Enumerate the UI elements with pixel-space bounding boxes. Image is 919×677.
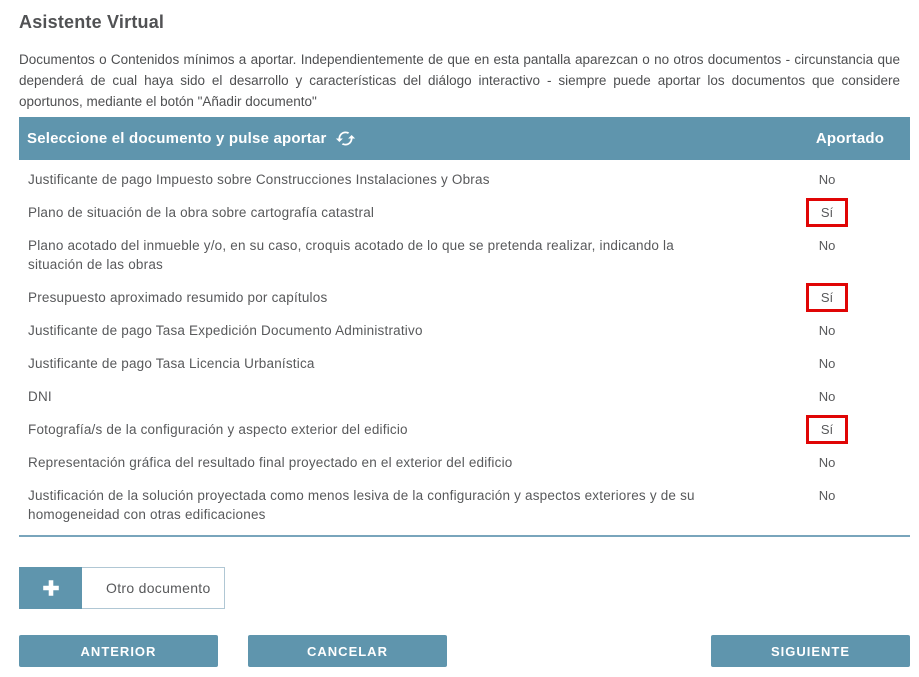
table-row[interactable] (19, 413, 910, 446)
footer-actions (19, 635, 910, 667)
document-label[interactable]: Plano de situación de la obra sobre cartografía catastral (28, 205, 375, 220)
status-value: No (818, 356, 836, 371)
status-value: No (818, 488, 836, 503)
status-cell (790, 387, 910, 406)
document-label[interactable]: Justificante de pago Tasa Licencia Urbanística (28, 356, 315, 371)
status-cell (790, 170, 910, 189)
status-value: Sí (806, 283, 848, 312)
add-document-label: Otro documento (82, 567, 225, 609)
document-label[interactable]: Presupuesto aproximado resumido por capítulos (28, 290, 328, 305)
document-label[interactable]: Plano acotado del inmueble y/o, en su caso, croquis acotado de lo que se pretenda realizar, indicando la situación de las obras (28, 238, 674, 272)
document-table-body (19, 160, 910, 537)
status-cell (790, 321, 910, 340)
status-value: Sí (806, 198, 848, 227)
document-label[interactable]: Justificación de la solución proyectada como menos lesiva de la configuración y aspectos exteriores y de su homogeneidad con otras edificaciones (28, 488, 695, 522)
status-cell (790, 354, 910, 373)
document-table (19, 117, 910, 537)
table-row[interactable] (19, 314, 910, 347)
table-header (19, 117, 910, 160)
document-label[interactable]: Fotografía/s de la configuración y aspecto exterior del edificio (28, 422, 408, 437)
table-header-title: Seleccione el documento y pulse aportar (27, 130, 327, 147)
table-row[interactable] (19, 347, 910, 380)
plus-icon (19, 567, 82, 609)
document-label[interactable]: DNI (28, 389, 52, 404)
status-value: Sí (806, 415, 848, 444)
status-value: No (818, 455, 836, 470)
table-row[interactable] (19, 229, 910, 281)
document-label[interactable]: Representación gráfica del resultado final proyectado en el exterior del edificio (28, 455, 513, 470)
add-document-area (19, 567, 910, 609)
status-cell (790, 486, 910, 505)
previous-button[interactable]: ANTERIOR (19, 635, 218, 667)
status-cell (790, 420, 910, 439)
table-row[interactable] (19, 446, 910, 479)
add-document-button[interactable] (19, 567, 225, 609)
cancel-button[interactable]: CANCELAR (248, 635, 447, 667)
status-value: No (818, 389, 836, 404)
status-cell (790, 288, 910, 307)
page-title: Asistente Virtual (19, 12, 165, 32)
table-row[interactable] (19, 163, 910, 196)
status-cell (790, 236, 910, 255)
refresh-icon[interactable] (335, 128, 356, 149)
status-value: No (818, 238, 836, 253)
document-label[interactable]: Justificante de pago Impuesto sobre Construcciones Instalaciones y Obras (28, 172, 490, 187)
table-row[interactable] (19, 196, 910, 229)
next-button[interactable]: SIGUIENTE (711, 635, 910, 667)
table-row[interactable] (19, 479, 910, 531)
document-label[interactable]: Justificante de pago Tasa Expedición Documento Administrativo (28, 323, 423, 338)
table-row[interactable] (19, 281, 910, 314)
status-value: No (818, 323, 836, 338)
table-row[interactable] (19, 380, 910, 413)
status-cell (790, 203, 910, 222)
page-description: Documentos o Contenidos mínimos a aportar. Independientemente de que en esta pantalla aparezcan o no otros documentos - circunstancia que dependerá de cual haya sido el desarrollo y características del diálogo interactivo - siempre puede aportar los documentos que considere oportunos, mediante el botón "Añadir documento" (19, 52, 900, 109)
aportado-column-header: Aportado (815, 130, 885, 147)
status-value: No (818, 172, 836, 187)
status-cell (790, 453, 910, 472)
